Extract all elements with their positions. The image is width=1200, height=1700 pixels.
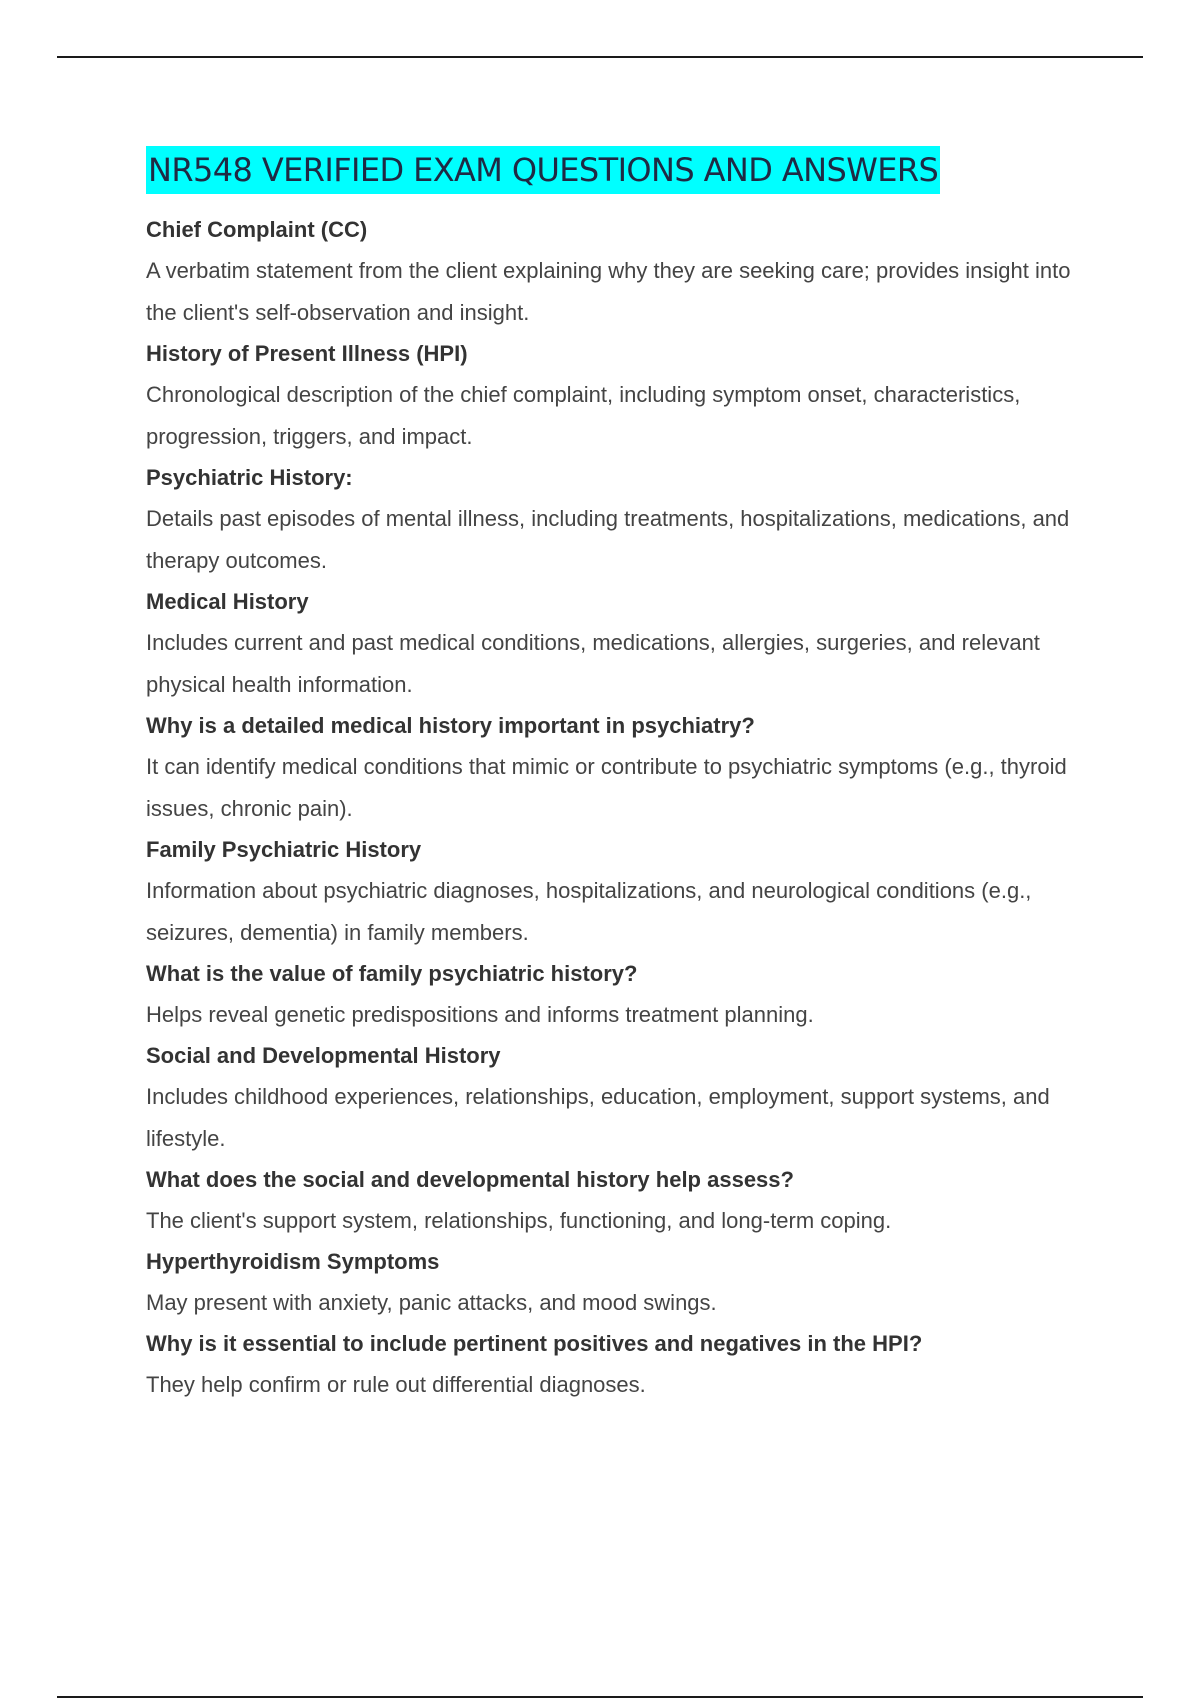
qa-entry [146, 830, 1086, 954]
qa-entry [146, 334, 1086, 458]
question: Family Psychiatric History [146, 837, 422, 862]
question: Chief Complaint (CC) [146, 217, 368, 242]
question: Why is it essential to include pertinent positives and negatives in the HPI? [146, 1331, 923, 1356]
answer: Helps reveal genetic predispositions and informs treatment planning. [146, 1002, 814, 1027]
question: Social and Developmental History [146, 1043, 501, 1068]
answer: Includes childhood experiences, relationships, education, employment, support systems, and lifestyle. [146, 1084, 1050, 1151]
qa-entry [146, 1324, 1086, 1406]
question: Why is a detailed medical history important in psychiatry? [146, 713, 755, 738]
question: What does the social and developmental history help assess? [146, 1167, 794, 1192]
footer-rule [57, 1696, 1143, 1698]
qa-entry [146, 954, 1086, 1036]
answer: Information about psychiatric diagnoses, hospitalizations, and neurological conditions (e.g., seizures, dementia) in family members. [146, 878, 1032, 945]
answer: Chronological description of the chief complaint, including symptom onset, characteristics, progression, triggers, and impact. [146, 382, 1021, 449]
header-rule [57, 56, 1143, 58]
qa-entry [146, 1160, 1086, 1242]
question: Medical History [146, 589, 309, 614]
qa-entry [146, 1242, 1086, 1324]
question: History of Present Illness (HPI) [146, 341, 468, 366]
answer: They help confirm or rule out differential diagnoses. [146, 1372, 646, 1397]
question: What is the value of family psychiatric history? [146, 961, 638, 986]
answer: Details past episodes of mental illness, including treatments, hospitalizations, medications, and therapy outcomes. [146, 506, 1070, 573]
answer: It can identify medical conditions that mimic or contribute to psychiatric symptoms (e.g., thyroid issues, chronic pain). [146, 754, 1067, 821]
answer: May present with anxiety, panic attacks, and mood swings. [146, 1290, 717, 1315]
document-title: NR548 VERIFIED EXAM QUESTIONS AND ANSWERS [146, 146, 940, 194]
qa-entry [146, 210, 1086, 334]
qa-entry [146, 1036, 1086, 1160]
qa-entry [146, 458, 1086, 582]
answer: The client's support system, relationships, functioning, and long-term coping. [146, 1208, 892, 1233]
question: Psychiatric History: [146, 465, 353, 490]
qa-entry [146, 706, 1086, 830]
qa-entry [146, 582, 1086, 706]
question: Hyperthyroidism Symptoms [146, 1249, 440, 1274]
answer: Includes current and past medical conditions, medications, allergies, surgeries, and relevant physical health information. [146, 630, 1040, 697]
document-body [146, 146, 1086, 1406]
answer: A verbatim statement from the client explaining why they are seeking care; provides insight into the client's self-observation and insight. [146, 258, 1071, 325]
